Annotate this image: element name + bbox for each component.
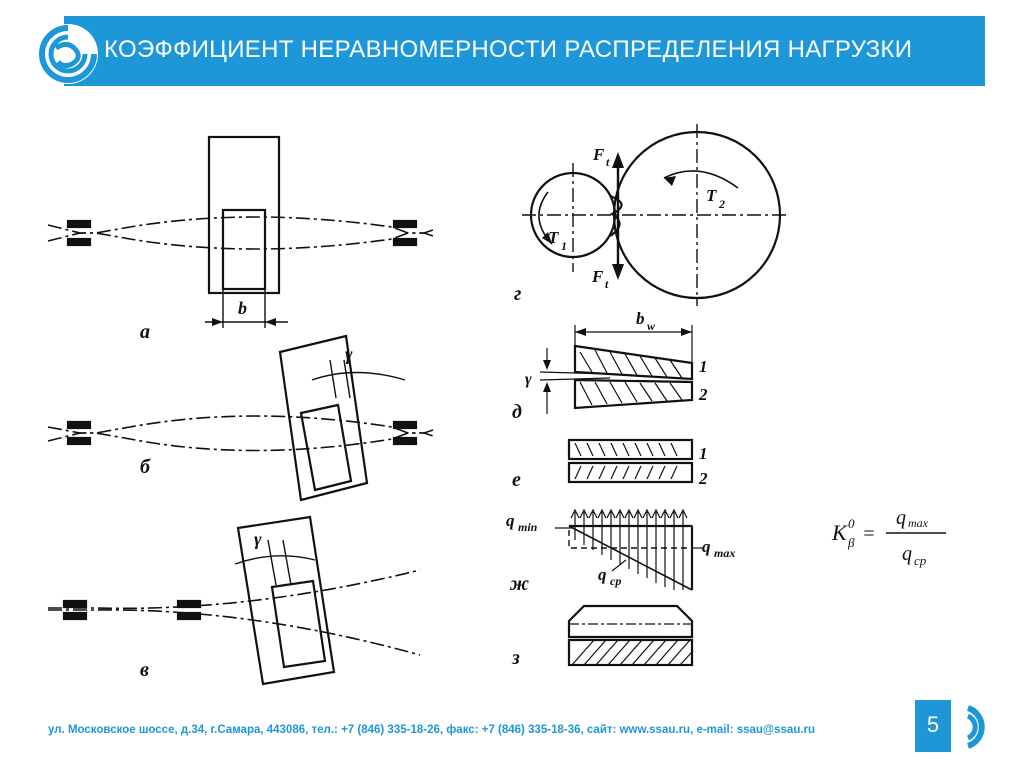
label-e-2: 2 bbox=[699, 469, 708, 488]
label-bw-sub: w bbox=[647, 319, 656, 333]
formula-denominator-sub: ср bbox=[914, 553, 927, 568]
label-qmax-sub: max bbox=[714, 546, 736, 560]
label-ft-bottom-sub: t bbox=[605, 277, 609, 291]
label-t1: T bbox=[548, 228, 559, 247]
label-b-variant: б bbox=[140, 456, 150, 478]
formula-k-sup: 0 bbox=[848, 516, 855, 531]
page-number: 5 bbox=[926, 712, 940, 737]
label-qmin-sub: min bbox=[518, 520, 538, 534]
label-e-1: 1 bbox=[699, 444, 708, 463]
label-d-1: 1 bbox=[699, 357, 708, 376]
diagram-g bbox=[522, 124, 790, 306]
label-qcp: q bbox=[598, 565, 607, 584]
slide-title: КОЭФФИЦИЕНТ НЕРАВНОМЕРНОСТИ РАСПРЕДЕЛЕНИЯ НАГРУЗКИ bbox=[104, 36, 913, 63]
label-v: в bbox=[140, 659, 149, 681]
formula-k-beta bbox=[831, 507, 929, 568]
label-qcp-sub: cp bbox=[610, 574, 622, 588]
label-t1-sub: 1 bbox=[561, 239, 567, 253]
diagram-d bbox=[540, 325, 692, 414]
label-qmax: q bbox=[702, 537, 711, 556]
diagram-z bbox=[569, 606, 692, 665]
label-ft-top-sub: t bbox=[606, 155, 610, 169]
formula-numerator-sub: max bbox=[908, 516, 928, 530]
label-t2: T bbox=[706, 186, 717, 205]
label-d: д bbox=[512, 401, 522, 423]
diagram-b bbox=[48, 336, 436, 500]
formula-equals: = bbox=[862, 523, 876, 545]
formula-numerator: q bbox=[896, 507, 906, 529]
formula-denominator: q bbox=[902, 543, 912, 565]
footer-contact: ул. Московское шоссе, д.34, г.Самара, 443086, тел.: +7 (846) 335-18-26, факс: +7 (846) 335-18-36, сайт: www.ssau.ru, e-mail: ssau@ssau.ru bbox=[48, 724, 816, 736]
label-g: г bbox=[514, 283, 522, 305]
label-ft-top: F bbox=[593, 145, 605, 164]
label-z: з bbox=[512, 647, 520, 669]
label-qmin: q bbox=[506, 511, 515, 530]
label-gamma-b: γ bbox=[345, 344, 353, 364]
label-gamma-v: γ bbox=[254, 529, 262, 549]
label-ft-bottom: F bbox=[592, 267, 604, 286]
label-t2-sub: 2 bbox=[719, 197, 725, 211]
formula-k: K bbox=[832, 520, 847, 545]
label-zh: ж bbox=[510, 573, 530, 595]
footer-logo-icon bbox=[954, 702, 994, 752]
formula-k-sub: β bbox=[848, 535, 855, 550]
label-gamma-d: γ bbox=[525, 371, 532, 388]
label-e: е bbox=[512, 469, 521, 491]
diagram-e bbox=[569, 440, 692, 482]
diagram-v bbox=[48, 517, 420, 684]
label-d-2: 2 bbox=[699, 385, 708, 404]
page-number-box bbox=[915, 700, 951, 752]
label-a: а bbox=[140, 321, 150, 343]
diagram-zh bbox=[555, 510, 704, 590]
label-b-width: b bbox=[238, 298, 247, 318]
label-bw: b bbox=[636, 309, 645, 328]
